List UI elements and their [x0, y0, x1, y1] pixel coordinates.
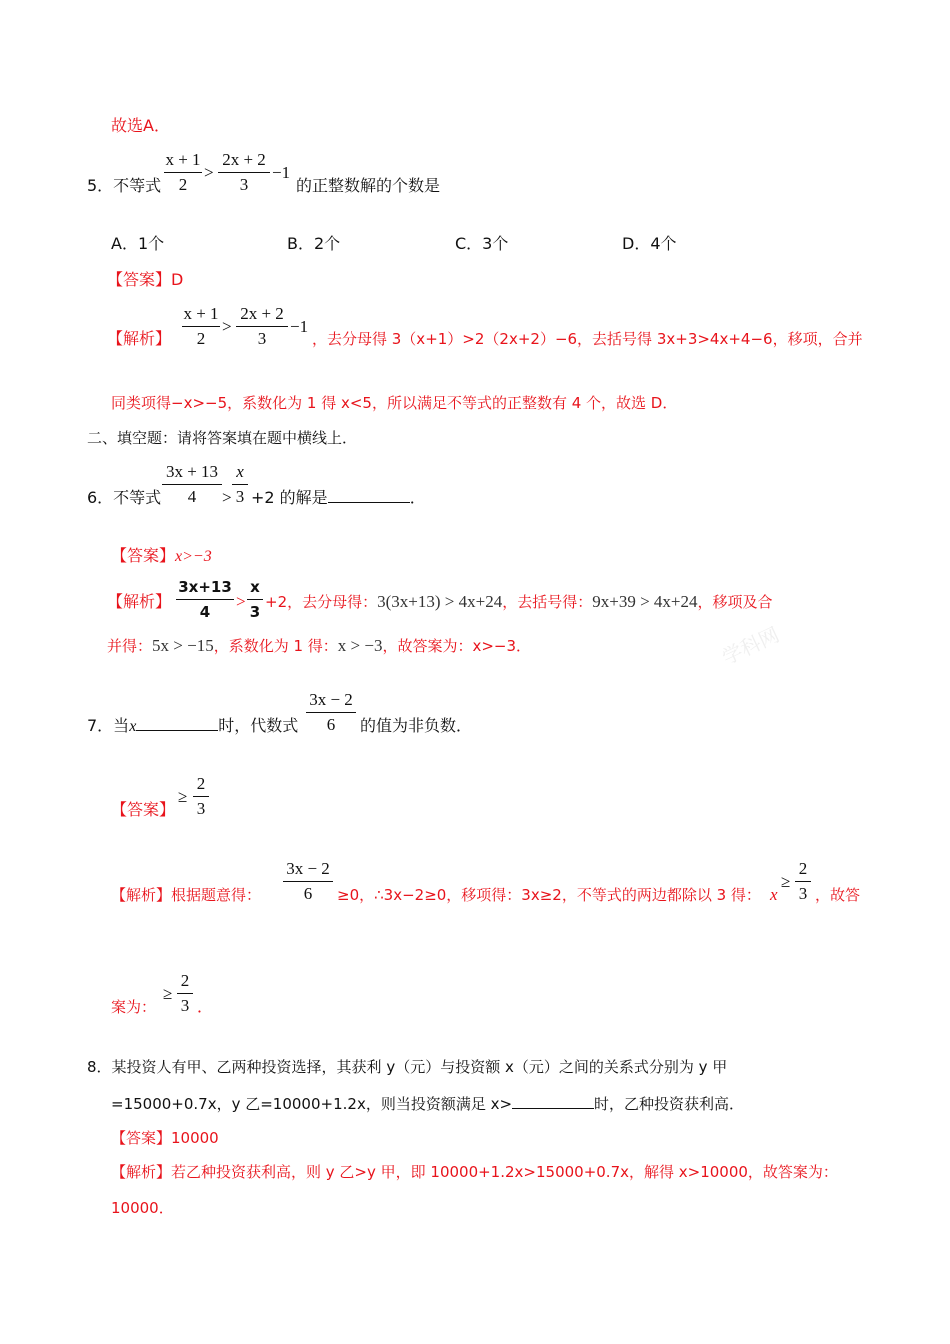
q6-answer-value: x>−3: [175, 548, 212, 565]
q6-end: ．: [409, 488, 426, 507]
q6-analysis-math-1: 3(3x+13) > 4x+24: [377, 592, 503, 611]
q5-minus-one: −1: [272, 163, 291, 182]
q5-suffix: 的正整数解的个数是: [296, 176, 441, 195]
q5-option-b: B．2个: [287, 234, 341, 253]
q7-analysis-line2-end: ．: [197, 997, 214, 1016]
q6-analysis-line-2: [107, 636, 531, 656]
q8-answer: 【答案】10000: [111, 1129, 219, 1147]
q7-answer-label: 【答案】: [111, 800, 176, 819]
q7-analysis-line2-fraction: 2 3: [177, 971, 193, 1016]
q6-fraction-2: x 3: [232, 462, 248, 507]
q5-fraction-1: x + 1 2: [165, 150, 201, 194]
q5-analysis-line-1: ，去分母得 3（x+1）>2（2x+2）−6，去括号得 3x+3>4x+4−6，移项，合并: [312, 330, 863, 348]
q8-line-2: [111, 1094, 744, 1114]
q7-stem: [87, 716, 298, 737]
q6-analysis-math-2: 9x+39 > 4x+24: [592, 592, 698, 611]
q5-answer: 【答案】D: [107, 270, 184, 289]
q7-analysis-fraction: 3x − 2 6: [283, 859, 333, 904]
q8-line-2-a: =15000+0.7x，y 乙=10000+1.2x，则当投资额满足 x>: [111, 1095, 513, 1113]
q7-suffix: 的值为非负数．: [360, 716, 473, 735]
q7-analysis-var: x: [770, 885, 778, 904]
q6-analysis-line-1: [265, 592, 773, 612]
q6-number: 6．不等式: [87, 488, 162, 507]
q7-answer-ge: ≥: [178, 787, 188, 806]
section-2-heading: 二、填空题：请将答案填在题中横线上．: [87, 429, 358, 447]
q6-analysis-text-2: ，去括号得：: [502, 593, 593, 611]
q7-analysis-line2-ge: ≥: [163, 984, 173, 1003]
q5-analysis-fraction-2: 2x + 2 3: [236, 304, 288, 349]
q7-var: x: [129, 718, 137, 735]
q5-number: 5．不等式: [87, 176, 162, 195]
q5-analysis-minus-one: −1: [290, 317, 309, 336]
q5-option-a: A．1个: [111, 234, 165, 253]
q6-analysis-label: 【解析】: [107, 592, 172, 611]
q6-gt: >: [222, 488, 232, 507]
q6-analysis-gt: >: [236, 592, 246, 611]
q7-answer-blank: [136, 716, 218, 731]
q8-line-1: 8．某投资人有甲、乙两种投资选择，其获利 y（元）与投资额 x（元）之间的关系式分别为 y 甲: [87, 1058, 728, 1076]
q6-analysis-line2-text-2: ，系数化为 1 得：: [213, 637, 338, 655]
q6-analysis-math-3: 5x > −15: [152, 636, 214, 655]
q7-analysis-line2-text: 案为：: [111, 998, 157, 1016]
q4-conclusion: 故选A．: [111, 116, 170, 135]
q7-answer-fraction: 2 3: [193, 774, 209, 819]
q7-analysis-ge: ≥: [781, 872, 791, 891]
q5-gt: >: [204, 163, 214, 182]
q7-analysis-result-fraction: 2 3: [795, 859, 811, 904]
q6-answer-label: 【答案】: [111, 546, 176, 565]
q6-analysis-math-4: x > −3: [337, 636, 383, 655]
q5-analysis-label: 【解析】: [107, 329, 172, 348]
q8-analysis-line-2: 10000．: [111, 1199, 174, 1217]
q5-analysis-fraction-1: x + 1 2: [183, 304, 219, 348]
q8-line-2-b: 时，乙种投资获利高．: [594, 1095, 745, 1113]
q6-analysis-line2-text-1: 并得：: [107, 637, 153, 655]
q6-suffix: [251, 488, 426, 508]
q6-analysis-fraction-2: x 3: [247, 577, 263, 622]
q7-fraction: 3x − 2 6: [306, 690, 356, 735]
q6-analysis-line2-text-3: ，故答案为：x>−3．: [382, 637, 532, 655]
q5-fraction-2: 2x + 2 3: [218, 150, 270, 195]
watermark: 学科网: [718, 622, 783, 670]
q7-mid: 时，代数式: [218, 716, 299, 735]
q6-suffix-text: +2 的解是: [251, 488, 328, 507]
q5-analysis-gt: >: [222, 317, 232, 336]
q6-fraction-1: 3x + 13 4: [162, 462, 222, 507]
q5-analysis-line-2: 同类项得−x>−5，系数化为 1 得 x<5，所以满足不等式的正整数有 4 个，故选 D．: [111, 394, 678, 412]
q5-option-c: C．3个: [455, 234, 509, 253]
q7-analysis-tail: ，故答: [815, 886, 861, 904]
q6-answer: [111, 546, 212, 567]
q6-analysis-text-1: +2，去分母得：: [265, 593, 378, 611]
q5-option-d: D．4个: [622, 234, 677, 253]
q8-answer-blank: [512, 1094, 594, 1109]
q7-analysis-label: 【解析】根据题意得：: [111, 886, 262, 904]
q7-analysis-text: ≥0，∴3x−2≥0，移项得：3x≥2，不等式的两边都除以 3 得：: [337, 886, 761, 904]
q7-number: 7．当: [87, 716, 130, 735]
q6-analysis-fraction-1: 3x+13 4: [176, 577, 234, 622]
q6-answer-blank: [328, 488, 410, 503]
q8-analysis-line-1: 【解析】若乙种投资获利高，则 y 乙>y 甲，即 10000+1.2x>15000+0.7x，解得 x>10000，故答案为：: [111, 1163, 838, 1181]
q6-analysis-text-3: ，移项及合: [697, 593, 773, 611]
